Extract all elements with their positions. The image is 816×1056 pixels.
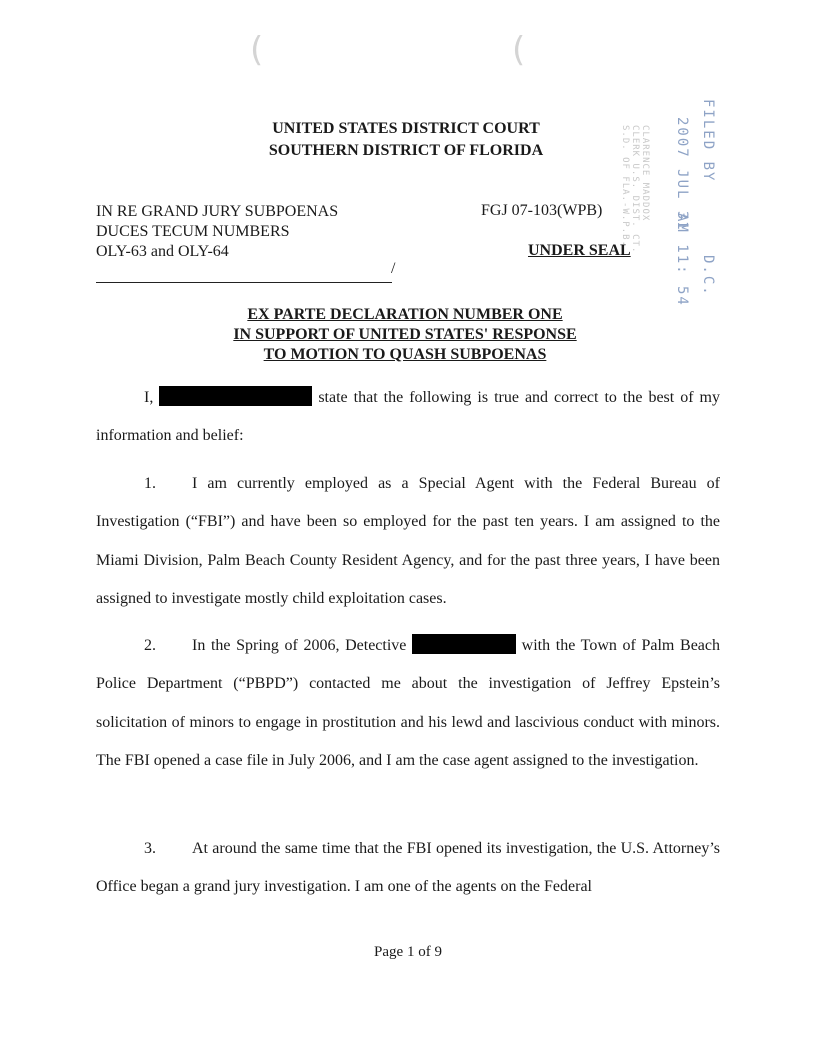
title-line: EX PARTE DECLARATION NUMBER ONE: [247, 306, 563, 323]
paragraph-text: I am currently employed as a Special Agent with the Federal Bureau of Investigation (“FBI”) and have been so employed for the past ten years. I am assigned to the Miami Division, Palm Beach County Resident Agency, and for the past three years, I have been assigned to investigate mostly child exploitation cases.: [96, 475, 720, 608]
stamp-filed-by: FILED BY: [700, 99, 716, 183]
filed-stamp: [604, 95, 734, 307]
intro-text: state that the following is true and correct to the best of my information and belief:: [96, 389, 720, 445]
stamp-clerk-line3: S.D. OF FLA.-W.P.B.: [620, 125, 630, 247]
caption-slash: /: [391, 260, 396, 277]
title-line: TO MOTION TO QUASH SUBPOENAS: [263, 346, 547, 363]
stamp-clerk: CLARENCE MADDOX: [640, 125, 650, 222]
paragraph-number: 1.: [144, 475, 156, 492]
caption-line: IN RE GRAND JURY SUBPOENAS: [96, 203, 339, 220]
case-caption: [96, 202, 338, 262]
paragraph-number: 2.: [144, 637, 156, 654]
paragraph-text: with the Town of Palm Beach Police Department (“PBPD”) contacted me about the investigation of Jeffrey Epstein’s solicitation of minors to engage in prostitution and his lewd and lascivious conduct with minors. The FBI opened a case file in July 2006, and I am the case agent assigned to the investigation.: [96, 637, 721, 770]
intro-paragraph: [96, 379, 720, 456]
paragraph-1: [96, 465, 720, 619]
paragraph-2: [96, 627, 720, 781]
paragraph-text: At around the same time that the FBI opened its investigation, the U.S. Attorney’s Office began a grand jury investigation. I am one of the agents on the Federal: [96, 840, 720, 896]
page-number: Page 1 of 9: [374, 944, 442, 960]
title-line: IN SUPPORT OF UNITED STATES' RESPONSE: [233, 326, 577, 343]
caption-line: OLY-63 and OLY-64: [96, 243, 229, 260]
redaction-box: [412, 634, 516, 654]
stamp-filed-tail: D.C.: [700, 255, 716, 297]
case-number: FGJ 07-103(WPB): [481, 202, 603, 219]
redaction-box: [159, 386, 312, 406]
document-title: [0, 305, 816, 365]
paragraph-text: In the Spring of 2006, Detective: [192, 637, 413, 654]
intro-start: I,: [144, 389, 154, 406]
court-name: UNITED STATES DISTRICT COURT: [272, 120, 540, 137]
caption-rule: [96, 282, 392, 283]
paragraph-number: 3.: [144, 840, 156, 857]
court-district: SOUTHERN DISTRICT OF FLORIDA: [268, 142, 544, 159]
scan-artifact-paren: (: [512, 30, 526, 70]
stamp-time: AM 11: 54: [674, 213, 690, 307]
scan-artifact-paren: (: [250, 30, 264, 70]
paragraph-3: [96, 830, 720, 907]
stamp-clerk-line2: CLERK U.S. DIST. CT.: [630, 125, 640, 254]
stamp-date: 2007 JUL 31: [674, 117, 690, 232]
caption-line: DUCES TECUM NUMBERS: [96, 223, 290, 240]
under-seal-label: UNDER SEAL: [528, 242, 631, 259]
